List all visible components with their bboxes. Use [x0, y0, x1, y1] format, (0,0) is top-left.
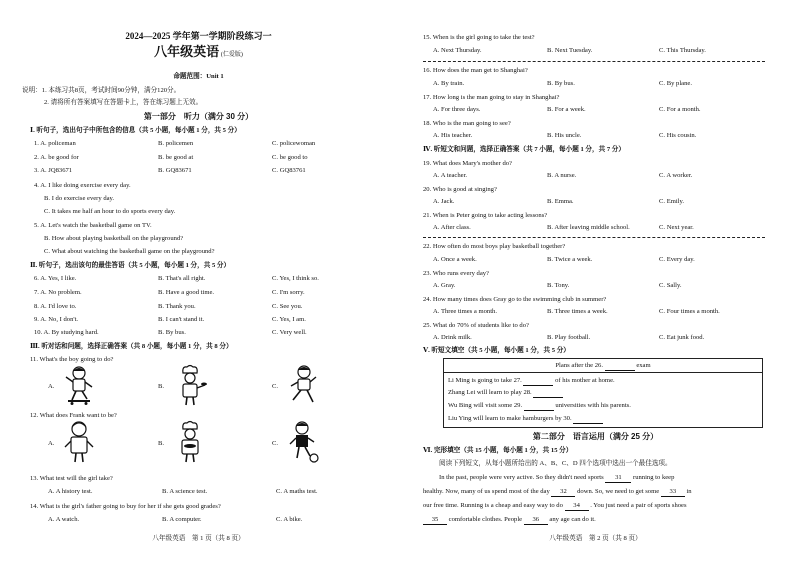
q20-question: 20. Who is good at singing? — [423, 186, 497, 193]
blank-26[interactable] — [605, 361, 635, 371]
plans-table — [443, 358, 763, 428]
q1-option-b: B. policemen — [158, 140, 194, 147]
q5-option-b: B. How about playing basketball on the playground? — [44, 235, 184, 242]
line-27-tail: of his mother at home. — [555, 377, 615, 384]
cloze-line-1 — [439, 473, 674, 483]
q17-question: 17. How long is the man going to stay in Shanghai? — [423, 94, 560, 101]
line-30-text: Liu Ying will learn to make hamburgers by 30. — [448, 415, 572, 422]
plans-title-exam: exam — [636, 362, 651, 369]
edition: (仁爱版) — [220, 52, 243, 58]
q20-option-a: A. Jack. — [433, 198, 455, 205]
line-29-tail: universities with his parents. — [555, 402, 631, 409]
q6-option-a: 6. A. Yes, I like. — [34, 275, 77, 282]
cloze-line-4 — [423, 515, 596, 525]
q11-label-c: C. — [272, 383, 279, 390]
q12-question: 12. What does Frank want to be? — [30, 412, 117, 419]
cloze-3-text: our free time. Running is a cheap and easy way to do — [423, 502, 563, 509]
q17-option-c: C. For a month. — [659, 106, 701, 113]
blank-31[interactable]: 31 — [605, 473, 631, 483]
q12-label-b: B. — [158, 440, 165, 447]
cook-icon — [172, 420, 208, 464]
blank-36[interactable]: 36 — [524, 515, 548, 525]
q16-option-b: B. By bus. — [547, 80, 575, 87]
q15-question: 15. When is the girl going to take the test? — [423, 34, 535, 41]
cloze-4-tail: any age can do it. — [549, 516, 596, 523]
q15-option-c: C. This Thursday. — [659, 47, 706, 54]
q4-option-b: B. I do exercise every day. — [44, 195, 115, 202]
q21-option-b: B. After leaving middle school. — [547, 224, 630, 231]
q18-option-a: A. His teacher. — [433, 132, 473, 139]
cloze-2-tail: in — [686, 488, 692, 495]
page-2-footer: 八年级英语 第 2 页（共 8 页） — [549, 535, 642, 542]
q16-option-c: C. By plane. — [659, 80, 692, 87]
q20-option-c: C. Emily. — [659, 198, 685, 205]
q17-option-a: A. For three days. — [433, 106, 481, 113]
plans-line-28 — [448, 388, 563, 398]
q23-option-a: A. Gray. — [433, 282, 456, 289]
q22-option-b: B. Twice a week. — [547, 256, 593, 263]
q18-question: 18. Who is the man going to see? — [423, 120, 511, 127]
q14-question: 14. What is the girl's father going to buy for her if she gets good grades? — [30, 503, 221, 510]
q2-option-b: B. be good at — [158, 154, 194, 161]
q13-option-a: A. A history test. — [48, 488, 93, 495]
blank-35[interactable]: 35 — [423, 515, 447, 525]
q10-option-a: 10. A. By studying hard. — [34, 329, 99, 336]
q11-label-a: A. — [48, 383, 55, 390]
boy-cooking-icon — [172, 364, 208, 406]
cloze-instruction: 阅读下列短文，从每小题所给出的 A、B、C、D 四个选项中选出一个最佳选项。 — [439, 460, 672, 467]
q12-label-c: C. — [272, 440, 279, 447]
football-player-icon — [286, 420, 320, 464]
q7-option-a: 7. A. No problem. — [34, 289, 82, 296]
q4-option-c: C. It takes me half an hour to do sports every day. — [44, 208, 176, 215]
cloze-4-text: comfortable clothes. People — [448, 516, 523, 523]
cloze-2-text: healthy. Now, many of us spend most of the day — [423, 488, 550, 495]
section-2-title: Ⅱ. 听句子，选出该句的最佳答语（共 5 小题，每小题 1 分，共 5 分） — [30, 262, 231, 269]
q11-label-b: B. — [158, 383, 165, 390]
q15-option-a: A. Next Thursday. — [433, 47, 482, 54]
plans-table-title — [444, 361, 762, 371]
cloze-1-tail: running to keep — [633, 474, 675, 481]
divider-2 — [423, 237, 765, 238]
cloze-line-3 — [423, 501, 687, 511]
subject-header — [0, 44, 397, 60]
section-1-title: Ⅰ. 听句子，选出句子中所包含的信息（共 5 小题，每小题 1 分，共 5 分） — [30, 127, 241, 134]
q3-option-c: C. GQ83761 — [272, 167, 306, 174]
q22-option-c: C. Every day. — [659, 256, 695, 263]
q24-option-a: A. Three times a month. — [433, 308, 497, 315]
q21-option-c: C. Next year. — [659, 224, 694, 231]
q10-option-c: C. Very well. — [272, 329, 307, 336]
q17-option-b: B. For a week. — [547, 106, 586, 113]
section-5-title: Ⅴ. 听短文填空（共 5 小题，每小题 1 分，共 5 分） — [423, 347, 570, 354]
page-2 — [397, 0, 794, 561]
q15-option-b: B. Next Tuesday. — [547, 47, 593, 54]
q22-option-a: A. Once a week. — [433, 256, 477, 263]
q21-option-a: A. After class. — [433, 224, 471, 231]
q19-option-b: B. A nurse. — [547, 172, 577, 179]
q1-option-c: C. policewoman — [272, 140, 316, 147]
plans-line-29 — [448, 401, 631, 411]
q11-question: 11. What's the boy going to do? — [30, 356, 114, 363]
q25-option-a: A. Drink milk. — [433, 334, 472, 341]
q24-option-b: B. Three times a week. — [547, 308, 608, 315]
q25-question: 25. What do 70% of students like to do? — [423, 322, 529, 329]
line-27-text: Li Ming is going to take 27. — [448, 377, 522, 384]
section-3-title: Ⅲ. 听对话和问题，选择正确答案（共 8 小题，每小题 1 分，共 8 分） — [30, 343, 233, 350]
plans-line-30 — [448, 414, 603, 424]
blank-28[interactable] — [533, 388, 563, 398]
q8-option-b: B. Thank you. — [158, 303, 196, 310]
q25-option-b: B. Play football. — [547, 334, 591, 341]
section-6-title: Ⅵ. 完形填空（共 15 小题，每小题 1 分，共 15 分） — [423, 447, 573, 454]
q8-option-c: C. See you. — [272, 303, 303, 310]
page-1-footer: 八年级英语 第 1 页（共 8 页） — [152, 535, 245, 542]
q6-option-c: C. Yes, I think so. — [272, 275, 319, 282]
q5-option-a: 5. A. Let's watch the basketball game on TV. — [34, 222, 152, 229]
line-28-text: Zhang Lei will learn to play 28. — [448, 389, 532, 396]
q23-option-c: C. Sally. — [659, 282, 682, 289]
q7-option-c: C. I'm sorry. — [272, 289, 305, 296]
q7-option-b: B. Have a good time. — [158, 289, 215, 296]
q9-option-c: C. Yes, I am. — [272, 316, 306, 323]
q24-question: 24. How many times does Gray go to the swimming club in summer? — [423, 296, 607, 303]
cloze-3-tail: . You just need a pair of sports shoes — [590, 502, 687, 509]
q18-option-b: B. His uncle. — [547, 132, 582, 139]
cloze-1-text: In the past, people were very active. So they didn't need sports — [439, 474, 604, 481]
scope: 命题范围：Unit 1 — [173, 73, 224, 80]
blank-30[interactable] — [573, 414, 603, 424]
q2-option-a: 2. A. be good for — [34, 154, 79, 161]
q12-label-a: A. — [48, 440, 55, 447]
q19-question: 19. What does Mary's mother do? — [423, 160, 512, 167]
q14-option-b: B. A computer. — [162, 516, 202, 523]
q18-option-c: C. His cousin. — [659, 132, 697, 139]
q6-option-b: B. That's all right. — [158, 275, 206, 282]
part-1-title: 第一部分 听力（满分 30 分） — [143, 112, 254, 121]
line-29-text: Wu Bing will visit some 29. — [448, 402, 523, 409]
q19-option-c: C. A worker. — [659, 172, 693, 179]
boy-running-icon — [286, 364, 320, 406]
part-2-title: 第二部分 语言运用（满分 25 分） — [532, 432, 659, 441]
divider-1 — [423, 61, 765, 62]
cloze-line-2 — [423, 487, 692, 497]
q20-option-b: B. Emma. — [547, 198, 574, 205]
q19-option-a: A. A teacher. — [433, 172, 468, 179]
q10-option-b: B. By bus. — [158, 329, 186, 336]
blank-29[interactable] — [524, 401, 554, 411]
note-1: 说明：1. 本练习共8页，考试时间90分钟，满分120分。 — [22, 87, 181, 94]
doctor-icon — [62, 420, 96, 464]
q24-option-c: C. Four times a month. — [659, 308, 720, 315]
q3-option-b: B. GQ83671 — [158, 167, 192, 174]
note-2: 2. 请将所有答案填写在答题卡上，答在练习题上无效。 — [44, 99, 203, 106]
q13-question: 13. What test will the girl take? — [30, 475, 113, 482]
q9-option-b: B. I can't stand it. — [158, 316, 205, 323]
q4-option-a: 4. A. I like doing exercise every day. — [34, 182, 131, 189]
blank-32[interactable]: 32 — [551, 487, 575, 497]
q1-option-a: 1. A. policeman — [34, 140, 76, 147]
q14-option-a: A. A watch. — [48, 516, 80, 523]
q23-question: 23. Who runs every day? — [423, 270, 489, 277]
q8-option-a: 8. A. I'd love to. — [34, 303, 77, 310]
blank-27[interactable] — [523, 376, 553, 386]
blank-33[interactable]: 33 — [661, 487, 685, 497]
q5-option-c: C. What about watching the basketball game on the playground? — [44, 248, 215, 255]
plans-line-27 — [448, 376, 615, 386]
boy-skateboarding-icon — [62, 365, 96, 405]
q14-option-c: C. A bike. — [276, 516, 303, 523]
exam-title: 2024—2025 学年第一学期阶段练习一 — [125, 31, 272, 41]
subject-title: 八年级英语 — [154, 44, 220, 59]
q25-option-c: C. Eat junk food. — [659, 334, 705, 341]
q16-option-a: A. By train. — [433, 80, 465, 87]
q21-question: 21. When is Peter going to take acting lessons? — [423, 212, 548, 219]
q23-option-b: B. Tony. — [547, 282, 570, 289]
q3-option-a: 3. A. JQ83671 — [34, 167, 73, 174]
q16-question: 16. How does the man get to Shanghai? — [423, 67, 528, 74]
plans-table-rule — [444, 372, 762, 373]
section-4-title: Ⅳ. 听短文和问题，选择正确答案（共 7 小题，每小题 1 分，共 7 分） — [423, 146, 625, 153]
plans-title-text: Plans after the 26. — [555, 362, 603, 369]
q9-option-a: 9. A. No, I don't. — [34, 316, 79, 323]
q22-question: 22. How often do most boys play basketball together? — [423, 243, 566, 250]
q13-option-c: C. A maths test. — [276, 488, 318, 495]
blank-34[interactable]: 34 — [565, 501, 589, 511]
q2-option-c: C. be good to — [272, 154, 308, 161]
q13-option-b: B. A science test. — [162, 488, 208, 495]
cloze-2-mid: down. So, we need to get some — [577, 488, 660, 495]
